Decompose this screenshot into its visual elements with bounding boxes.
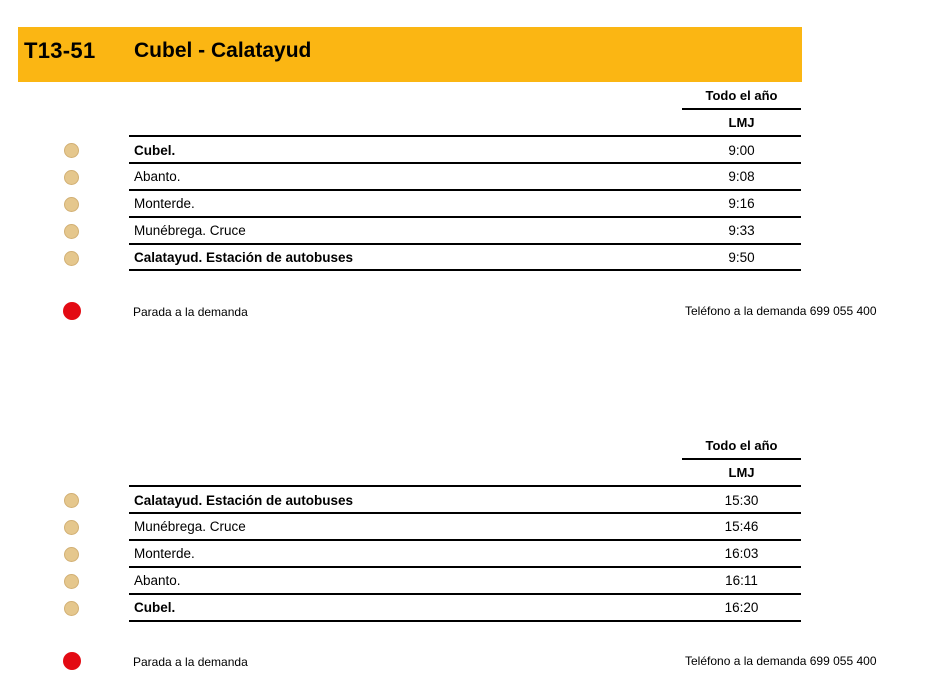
demand-legend: Parada a la demanda xyxy=(133,655,248,669)
period-header: Todo el año xyxy=(705,88,778,103)
divider xyxy=(682,108,801,110)
stop-name: Cubel. xyxy=(134,143,176,158)
departure-time: 9:08 xyxy=(728,169,755,184)
stop-dot-icon xyxy=(64,493,79,508)
table-row xyxy=(0,514,926,541)
table-row xyxy=(0,164,926,191)
stop-dot-icon xyxy=(64,197,79,212)
stop-dot-icon xyxy=(64,251,79,266)
table-row xyxy=(0,245,926,272)
departure-time: 9:50 xyxy=(728,250,755,265)
table-row xyxy=(0,541,926,568)
demand-phone: Teléfono a la demanda 699 055 400 xyxy=(685,654,877,668)
table-row xyxy=(0,191,926,218)
route-name: Cubel - Calatayud xyxy=(134,39,312,62)
stop-name: Monterde. xyxy=(134,196,195,211)
table-row xyxy=(0,487,926,514)
stop-dot-icon xyxy=(64,601,79,616)
table-row xyxy=(0,218,926,245)
route-code: T13-51 xyxy=(24,38,96,63)
departure-time: 16:20 xyxy=(724,600,759,615)
stop-name: Abanto. xyxy=(134,573,181,588)
departure-time: 9:16 xyxy=(728,196,755,211)
period-header: Todo el año xyxy=(705,438,778,453)
divider xyxy=(682,458,801,460)
departure-time: 9:00 xyxy=(728,143,755,158)
stop-dot-icon xyxy=(64,574,79,589)
days-header: LMJ xyxy=(728,465,755,480)
stop-dot-icon xyxy=(64,547,79,562)
stop-dot-icon xyxy=(64,520,79,535)
departure-time: 15:30 xyxy=(724,493,759,508)
divider xyxy=(129,269,801,271)
stop-dot-icon xyxy=(64,170,79,185)
days-header: LMJ xyxy=(728,115,755,130)
demand-legend: Parada a la demanda xyxy=(133,305,248,319)
departure-time: 16:03 xyxy=(724,546,759,561)
stop-dot-icon xyxy=(64,143,79,158)
stop-name: Munébrega. Cruce xyxy=(134,519,246,534)
demand-stop-icon xyxy=(63,652,81,670)
stop-dot-icon xyxy=(64,224,79,239)
departure-time: 15:46 xyxy=(724,519,759,534)
demand-phone: Teléfono a la demanda 699 055 400 xyxy=(685,304,877,318)
table-row xyxy=(0,568,926,595)
stop-name: Cubel. xyxy=(134,600,176,615)
demand-stop-icon xyxy=(63,302,81,320)
departure-time: 16:11 xyxy=(725,573,758,588)
table-row xyxy=(0,595,926,622)
divider xyxy=(129,620,801,622)
stop-name: Monterde. xyxy=(134,546,195,561)
table-row xyxy=(0,137,926,164)
stop-name: Calatayud. Estación de autobuses xyxy=(134,250,354,265)
stop-name: Abanto. xyxy=(134,169,181,184)
stop-name: Calatayud. Estación de autobuses xyxy=(134,493,354,508)
stop-name: Munébrega. Cruce xyxy=(134,223,246,238)
departure-time: 9:33 xyxy=(728,223,755,238)
